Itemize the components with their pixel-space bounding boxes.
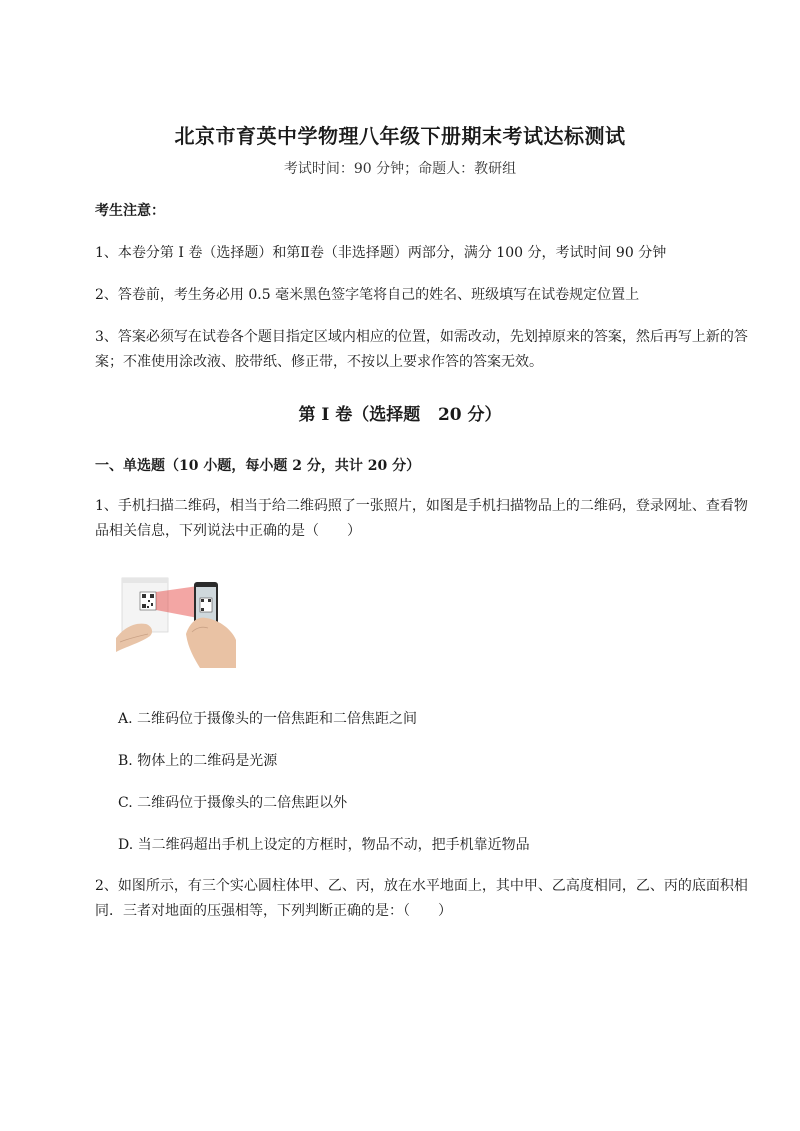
question-1-stem: 1、手机扫描二维码，相当于给二维码照了一张照片，如图是手机扫描物品上的二维码，登录网址、查看物品相关信息，下列说法中正确的是（ ） bbox=[95, 498, 748, 539]
question-1-option-c: C. 二维码位于摄像头的二倍焦距以外 bbox=[118, 795, 348, 811]
question-1-option-a: A. 二维码位于摄像头的一倍焦距和二倍焦距之间 bbox=[118, 711, 418, 727]
question-1-option-d: D. 当二维码超出手机上设定的方框时，物品不动，把手机靠近物品 bbox=[118, 837, 530, 853]
part-heading: 一、单选题（10 小题，每小题 2 分，共计 20 分） bbox=[95, 458, 421, 474]
question-2-stem: 2、如图所示，有三个实心圆柱体甲、乙、丙，放在水平地面上，其中甲、乙高度相同，乙、丙的底面积相同．三者对地面的压强相等，下列判断正确的是：（ ） bbox=[95, 878, 748, 919]
notice-item-2: 2、答卷前，考生务必用 0.5 毫米黑色签字笔将自己的姓名、班级填写在试卷规定位置上 bbox=[95, 287, 640, 303]
exam-subtitle: 考试时间：90 分钟；命题人：教研组 bbox=[283, 161, 517, 177]
notice-item-1: 1、本卷分第 I 卷（选择题）和第Ⅱ卷（非选择题）两部分，满分 100 分，考试时间 90 分钟 bbox=[95, 245, 667, 261]
question-1-option-b: B. 物体上的二维码是光源 bbox=[118, 753, 278, 769]
notice-item-3: 3、答案必须写在试卷各个题目指定区域内相应的位置，如需改动，先划掉原来的答案，然后再写上新的答案；不准使用涂改液、胶带纸、修正带，不按以上要求作答的答案无效。 bbox=[95, 329, 748, 370]
notice-heading: 考生注意： bbox=[95, 203, 165, 219]
exam-title: 北京市育英中学物理八年级下册期末考试达标测试 bbox=[174, 124, 626, 148]
qr-scan-photo bbox=[116, 572, 236, 668]
section-title: 第 I 卷（选择题 20 分） bbox=[298, 405, 502, 425]
